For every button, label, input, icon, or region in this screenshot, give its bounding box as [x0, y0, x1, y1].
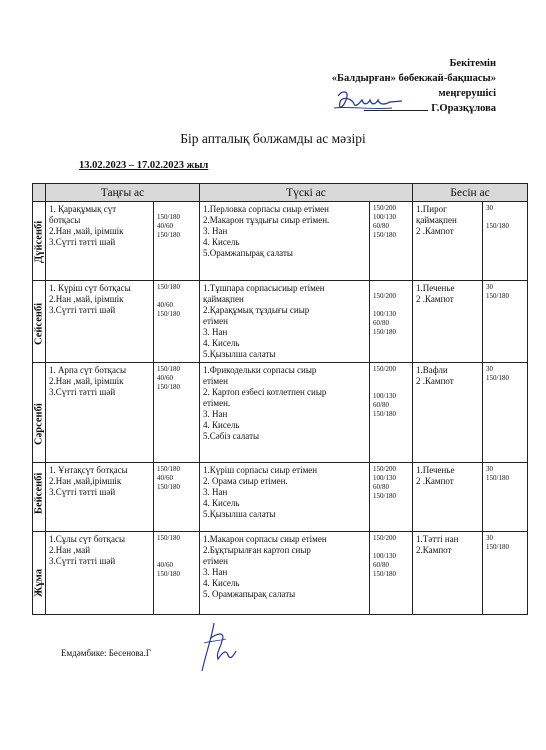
snack-portions-line [486, 213, 525, 222]
breakfast-items-line: 1. Қарақұмық сүт [49, 204, 117, 214]
breakfast-portions-line: 40/60 [157, 474, 173, 482]
lunch-items-line: 3. Нан [203, 487, 228, 497]
breakfast-portions-line [157, 292, 197, 301]
lunch-portions-line: 150/200 [373, 534, 396, 542]
day-name: Сәрсенбі [33, 403, 45, 445]
lunch-portions-line: 60/80 [373, 319, 389, 327]
lunch-items [200, 202, 370, 281]
breakfast-portions [154, 363, 200, 463]
breakfast-portions-line: 150/180 [157, 483, 180, 491]
snack-portions-line: 150/180 [486, 543, 509, 551]
menu-body [33, 202, 528, 615]
lunch-items-line: етімен. [203, 398, 231, 408]
breakfast-portions [154, 281, 200, 363]
lunch-items-line: 4. Кисель [203, 578, 240, 588]
lunch-items-line: 3. Нан [203, 226, 228, 236]
snack-portions [483, 202, 528, 281]
lunch-items-line: 4. Кисель [203, 237, 240, 247]
lunch-portions-line [373, 374, 410, 383]
breakfast-items-line: 3.Сүтті тәтті шәй [49, 556, 116, 566]
snack-items-line: 1.Печенье [416, 465, 455, 475]
table-header-row [33, 184, 528, 202]
breakfast-portions-line: 150/180 [157, 383, 180, 391]
lunch-items [200, 281, 370, 363]
breakfast-items-line: 1. Ұнтақсүт ботқасы [49, 465, 128, 475]
approval-line-1: Бекітемін [449, 58, 496, 69]
breakfast-items-line: 2.Нан ,май, ірімшік [49, 226, 124, 236]
snack-items-line: 1.Вафли [416, 365, 448, 375]
lunch-items [200, 363, 370, 463]
lunch-items-line: 5.Қызылша салаты [203, 509, 276, 519]
breakfast-items [46, 532, 154, 615]
footer-nurse: Емдәмбике: Бесенова.Г [61, 648, 152, 658]
lunch-items-line: 5.Қызылша салаты [203, 349, 276, 359]
snack-portions-line: 150/180 [486, 374, 509, 382]
lunch-items [200, 532, 370, 615]
breakfast-portions-line: 150/180 [157, 570, 180, 578]
header-day [33, 184, 46, 202]
lunch-items-line: 1.Перловка сорпасы сиыр етімен [203, 204, 329, 214]
nurse-signature-image [196, 619, 242, 679]
lunch-portions-line: 100/130 [373, 310, 396, 318]
lunch-portions [370, 532, 413, 615]
lunch-portions-line: 100/130 [373, 392, 396, 400]
breakfast-items-line: 1. Күріш сүт ботқасы [49, 283, 131, 293]
breakfast-items-line: 3.Сүтті тәтті шәй [49, 305, 116, 315]
snack-portions-line: 30 [486, 534, 493, 542]
snack-portions-line: 150/180 [486, 292, 509, 300]
lunch-portions-line: 100/130 [373, 552, 396, 560]
snack-items-line: 2 .Кампот [416, 226, 454, 236]
day-cell [33, 281, 46, 363]
snack-portions-line: 150/180 [486, 474, 509, 482]
lunch-portions-line [373, 301, 410, 310]
lunch-items-line: 2.Қарақұмық тұздығы сиыр [203, 305, 310, 315]
breakfast-items-line: 2.Нан ,май, ірімшік [49, 376, 124, 386]
lunch-items-line: 3. Нан [203, 409, 228, 419]
header-snack: Бесін ас [413, 184, 528, 202]
breakfast-portions-line: 40/60 [157, 222, 173, 230]
breakfast-items-line: 2.Нан ,май, ірімшік [49, 294, 124, 304]
lunch-portions-line: 150/200 [373, 292, 396, 300]
snack-portions-line: 30 [486, 204, 493, 212]
breakfast-portions-line: 150/180 [157, 310, 180, 318]
menu-row [33, 463, 528, 532]
lunch-items-line: 4. Кисель [203, 420, 240, 430]
page-title: Бір апталық болжамды ас мәзірі [180, 131, 366, 146]
lunch-portions [370, 363, 413, 463]
lunch-items-line: 4. Кисель [203, 338, 240, 348]
breakfast-items-line: 3.Сүтті тәтті шәй [49, 237, 116, 247]
snack-items-line: 2 .Кампот [416, 376, 454, 386]
snack-portions [483, 532, 528, 615]
breakfast-portions-line: 40/60 [157, 374, 173, 382]
lunch-items-line: 5.Орамжапырақ салаты [203, 248, 293, 258]
lunch-items-line: 2. Картоп езбесі котлетпен сиыр [203, 387, 327, 397]
lunch-items-line: 5. Орамжапырақ салаты [203, 589, 296, 599]
lunch-portions-line: 150/180 [373, 570, 396, 578]
snack-items-line: 1.Пирог [416, 204, 447, 214]
lunch-portions-line: 150/200 [373, 465, 396, 473]
lunch-portions-line: 150/180 [373, 328, 396, 336]
lunch-portions-line [373, 283, 410, 292]
director-signature-image [330, 86, 410, 116]
snack-items [413, 363, 483, 463]
day-cell [33, 363, 46, 463]
lunch-portions-line: 150/200 [373, 365, 396, 373]
snack-portions-line: 30 [486, 465, 493, 473]
snack-portions-line: 150/180 [486, 222, 509, 230]
approval-line-2: «Балдырған» бөбекжай-бақшасы» [331, 73, 496, 84]
breakfast-items [46, 281, 154, 363]
breakfast-items [46, 463, 154, 532]
breakfast-items-line: 1. Арпа сүт ботқасы [49, 365, 127, 375]
lunch-items-line: 2.Бұқтырылған картоп сиыр [203, 545, 311, 555]
menu-row [33, 202, 528, 281]
breakfast-items-line: 2.Нан ,май,ірімшік [49, 476, 122, 486]
snack-portions [483, 463, 528, 532]
menu-row [33, 363, 528, 463]
snack-items [413, 281, 483, 363]
breakfast-portions [154, 202, 200, 281]
lunch-items-line: етімен [203, 316, 228, 326]
breakfast-portions-line: 150/180 [157, 465, 180, 473]
lunch-portions-line: 60/80 [373, 401, 389, 409]
breakfast-portions-line [157, 204, 197, 213]
day-cell [33, 532, 46, 615]
lunch-portions-line: 60/80 [373, 483, 389, 491]
day-name: Бейсенбі [33, 472, 45, 514]
lunch-items-line: 3. Нан [203, 327, 228, 337]
snack-items-line: қаймақпен [416, 215, 457, 225]
lunch-items-line: етімен [203, 376, 228, 386]
lunch-portions-line [373, 543, 410, 552]
date-range: 13.02.2023 – 17.02.2023 жыл [79, 160, 209, 171]
snack-portions [483, 281, 528, 363]
lunch-portions-line: 60/80 [373, 222, 389, 230]
day-cell [33, 202, 46, 281]
lunch-items-line: 1.Фрикодельки сорпасы сиыр [203, 365, 317, 375]
day-name: Жұма [33, 569, 45, 597]
day-name: Сейсенбі [33, 302, 45, 345]
breakfast-portions-line [157, 552, 197, 561]
snack-portions-line: 30 [486, 365, 493, 373]
lunch-portions-line: 150/200 [373, 204, 396, 212]
menu-row [33, 281, 528, 363]
lunch-items-line: қаймақпен [203, 294, 244, 304]
breakfast-portions-line: 150/180 [157, 231, 180, 239]
lunch-portions-line: 100/130 [373, 213, 396, 221]
lunch-items [200, 463, 370, 532]
snack-items-line: 1.Печенье [416, 283, 455, 293]
snack-items [413, 532, 483, 615]
lunch-items-line: 1.Күріш сорпасы сиыр етімен [203, 465, 318, 475]
approval-line-3: меңгерушісі [438, 88, 496, 99]
snack-items-line: 2 .Кампот [416, 294, 454, 304]
day-name: Дүйсенбі [33, 220, 45, 263]
snack-items [413, 463, 483, 532]
snack-items-line: 2 .Кампот [416, 476, 454, 486]
lunch-items-line: 3. Нан [203, 567, 228, 577]
lunch-portions [370, 202, 413, 281]
menu-table [32, 183, 528, 615]
lunch-items-line: 1.Макарон сорпасы сиыр етімен [203, 534, 327, 544]
lunch-portions-line: 60/80 [373, 561, 389, 569]
snack-items-line: 1.Тәтті нан [416, 534, 459, 544]
breakfast-portions-line: 150/180 [157, 534, 180, 542]
breakfast-items-line: 3.Сүтті тәтті шәй [49, 487, 116, 497]
breakfast-portions-line: 40/60 [157, 561, 173, 569]
breakfast-portions-line: 40/60 [157, 301, 173, 309]
breakfast-items-line: 2.Нан ,май [49, 545, 91, 555]
breakfast-items [46, 202, 154, 281]
snack-portions-line: 30 [486, 283, 493, 291]
lunch-portions-line: 150/180 [373, 410, 396, 418]
header-breakfast: Таңғы ас [46, 184, 200, 202]
breakfast-items-line: 3.Сүтті тәтті шәй [49, 387, 116, 397]
breakfast-portions-line: 150/180 [157, 283, 180, 291]
breakfast-portions [154, 532, 200, 615]
breakfast-items-line: ботқасы [49, 215, 81, 225]
breakfast-portions [154, 463, 200, 532]
breakfast-items-line: 1.Сұлы сүт ботқасы [49, 534, 126, 544]
snack-items-line: 2.Кампот [416, 545, 452, 555]
lunch-items-line: 1.Тұшпара сорпасысиыр етімен [203, 283, 325, 293]
lunch-portions [370, 281, 413, 363]
lunch-portions-line: 150/180 [373, 231, 396, 239]
breakfast-portions-line [157, 543, 197, 552]
snack-items [413, 202, 483, 281]
lunch-items-line: 2. Орама сиыр етімен. [203, 476, 288, 486]
lunch-items-line: 5.Сәбіз салаты [203, 431, 260, 441]
approval-name: Г.Оразқұлова [431, 103, 496, 114]
breakfast-portions-line: 150/180 [157, 365, 180, 373]
day-cell [33, 463, 46, 532]
lunch-items-line: 4. Кисель [203, 498, 240, 508]
lunch-portions-line [373, 383, 410, 392]
breakfast-portions-line: 150/180 [157, 213, 180, 221]
snack-portions [483, 363, 528, 463]
lunch-portions-line: 100/130 [373, 474, 396, 482]
lunch-portions-line: 150/180 [373, 492, 396, 500]
breakfast-items [46, 363, 154, 463]
lunch-items-line: етімен [203, 556, 228, 566]
header-lunch: Түскі ас [200, 184, 413, 202]
lunch-items-line: 2.Макарон тұздығы сиыр етімен. [203, 215, 330, 225]
menu-row [33, 532, 528, 615]
lunch-portions [370, 463, 413, 532]
